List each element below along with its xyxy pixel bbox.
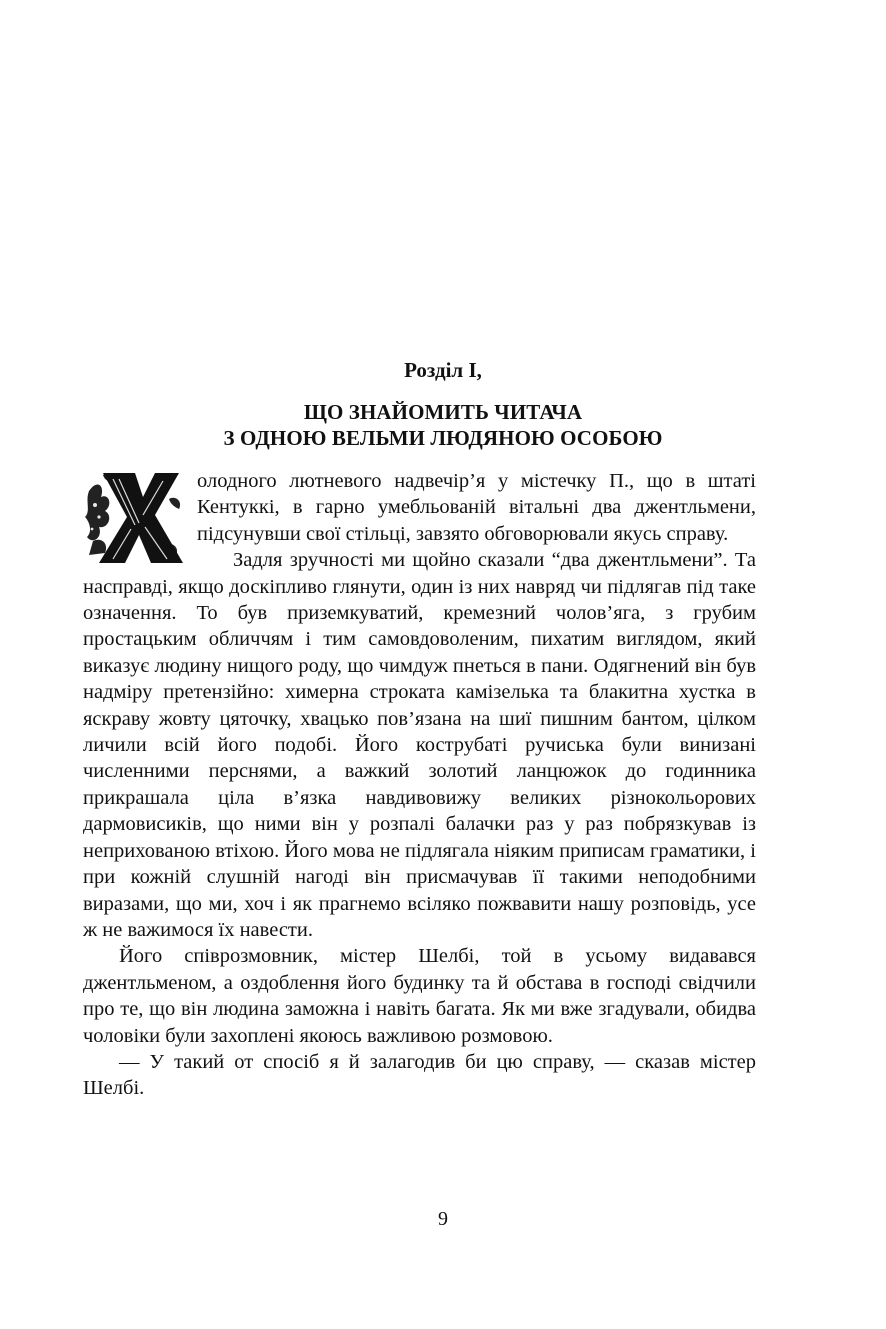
- chapter-label: Розділ I,: [404, 358, 482, 382]
- chapter-title-line-1: ЩО ЗНАЙОМИТЬ ЧИТАЧА: [303, 400, 583, 424]
- ornamental-initial-x-icon: [83, 471, 185, 565]
- paragraph: олодного лютневого надвечір’я у містечку П., що в штаті Кентуккі, в гарно умебльованій вітальні два джентльмени, підсунувши свої стільці, завзято обговорювали якусь справу.: [197, 470, 756, 545]
- paragraph: Його співрозмовник, містер Шелбі, той в усьому видавався джентльменом, а оздоблення його будинку та й обстава в господі свідчили про те, що він людина заможна і навіть багата. Як ми вже згадували, обидва чоловіки були захоплені якоюсь важливою розмовою.: [83, 945, 756, 1047]
- paragraph: — У такий от спосіб я й залагодив би цю справу, — сказав містер Шелбі.: [83, 1050, 756, 1100]
- paragraph: Задля зручності ми щойно сказали “два джентльмени”. Та насправді, якщо доскіпливо глянути, один із них навряд чи підлягав під таке означення. То був приземкуватий, кремезний чолов’яга, з грубим простацьким обличчям і тим самовдоволеним, пихатим виглядом, який виказує людину нищого роду, що чимдуж пнеться в пани. Одягнений він був надміру претензійно: химерна строката камізелька та блакитна хустка в яскраву жовту цяточку, хвацько пов’язана на шиї пишним бантом, цілком личили всій його подобі. Його кострубаті ручиська були винизані численними перснями, а важкий золотий ланцюжок до годинника прикрашала ціла в’язка навдивовижу великих різнокольорових дармовисиків, що ними він у розпалі балачки раз у раз побрязкував із неприхованою втіхою. Його мова не підлягала ніяким приписам граматики, і при кожній слушній нагоді він присмачував її такими неподобними виразами, що ми, хоч і як прагнемо всіляко пожвавити нашу розповідь, усе ж не важимося їх навести.: [83, 549, 756, 941]
- chapter-body: [83, 468, 756, 1102]
- chapter-title: [0, 399, 886, 451]
- chapter-title-line-2: З ОДНОЮ ВЕЛЬМИ ЛЮДЯНОЮ ОСОБОЮ: [223, 426, 663, 450]
- page-number: 9: [438, 1208, 448, 1230]
